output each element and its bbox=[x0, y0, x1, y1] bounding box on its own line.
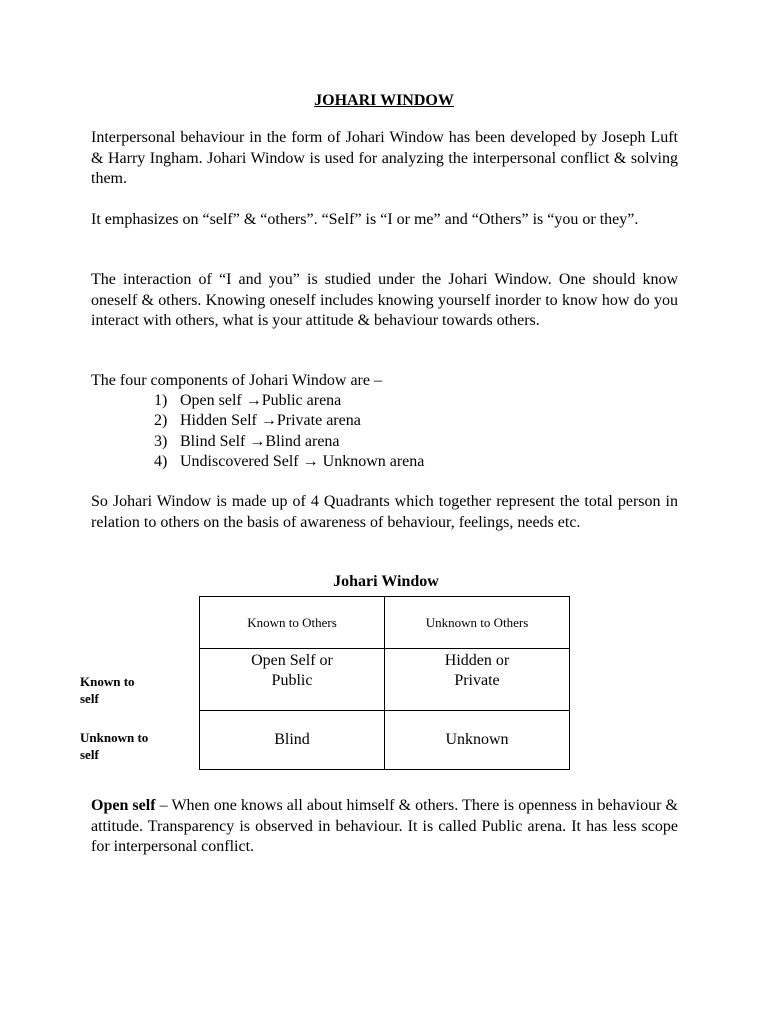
list-text: Open self →Public arena bbox=[180, 392, 342, 409]
list-item bbox=[154, 432, 424, 452]
list-number: 3) bbox=[154, 432, 168, 450]
table-row bbox=[200, 711, 570, 770]
list-item bbox=[154, 452, 424, 472]
cell-open-self-text: Open Self or Public bbox=[251, 652, 333, 689]
list-item bbox=[154, 391, 424, 411]
list-number: 4) bbox=[154, 452, 168, 470]
col-header-unknown-to-others: Unknown to Others bbox=[385, 597, 570, 649]
self-others-paragraph: It emphasizes on “self” & “others”. “Self” is “I or me” and “Others” is “you or they”. bbox=[91, 211, 639, 228]
row-label-text: Unknown to self bbox=[80, 730, 149, 762]
list-text: Blind Self →Blind arena bbox=[180, 432, 340, 450]
components-intro: The four components of Johari Window are – bbox=[91, 372, 382, 389]
row-label-known-to-self bbox=[80, 673, 150, 707]
page-title: JOHARI WINDOW bbox=[314, 92, 454, 109]
cell-blind: Blind bbox=[200, 711, 385, 770]
list-item bbox=[154, 411, 424, 431]
johari-window-title bbox=[0, 573, 768, 591]
intro-paragraph: Interpersonal behaviour in the form of Johari Window has been developed by Joseph Luft & Harry Ingham. Johari Window is used for analyzing the interpersonal conflict & solving them. bbox=[91, 129, 678, 187]
cell-unknown: Unknown bbox=[385, 711, 570, 770]
list-number: 1) bbox=[154, 392, 168, 409]
johari-window-title-text: Johari Window bbox=[333, 573, 439, 590]
interaction-paragraph: The interaction of “I and you” is studied under the Johari Window. One should know oneself & others. Knowing oneself includes knowing yourself inorder to know how do you interact with others, what is your attitude & behaviour towards others. bbox=[91, 271, 678, 329]
table-header-row bbox=[200, 597, 570, 649]
cell-open-self bbox=[200, 649, 385, 711]
quadrants-paragraph: So Johari Window is made up of 4 Quadrants which together represent the total person in relation to others on the basis of awareness of behaviour, feelings, needs etc. bbox=[91, 493, 678, 531]
list-text: Undiscovered Self → Unknown arena bbox=[180, 452, 425, 470]
list-text: Hidden Self →Private arena bbox=[180, 412, 361, 430]
list-number: 2) bbox=[154, 412, 168, 430]
open-self-paragraph bbox=[91, 796, 678, 858]
components-list bbox=[154, 391, 424, 472]
cell-hidden bbox=[385, 649, 570, 711]
cell-hidden-text: Hidden or Private bbox=[444, 652, 510, 689]
johari-window-table bbox=[199, 596, 570, 770]
row-label-unknown-to-self bbox=[80, 729, 165, 763]
open-self-term: Open self bbox=[91, 797, 156, 814]
row-label-text: Known to self bbox=[80, 674, 135, 706]
open-self-definition: – When one knows all about himself & others. There is openness in behaviour & attitude. Transparency is observed in behaviour. It is called Public arena. It has less scope for interpersonal conflict. bbox=[91, 797, 678, 855]
col-header-known-to-others: Known to Others bbox=[200, 597, 385, 649]
table-row bbox=[200, 649, 570, 711]
